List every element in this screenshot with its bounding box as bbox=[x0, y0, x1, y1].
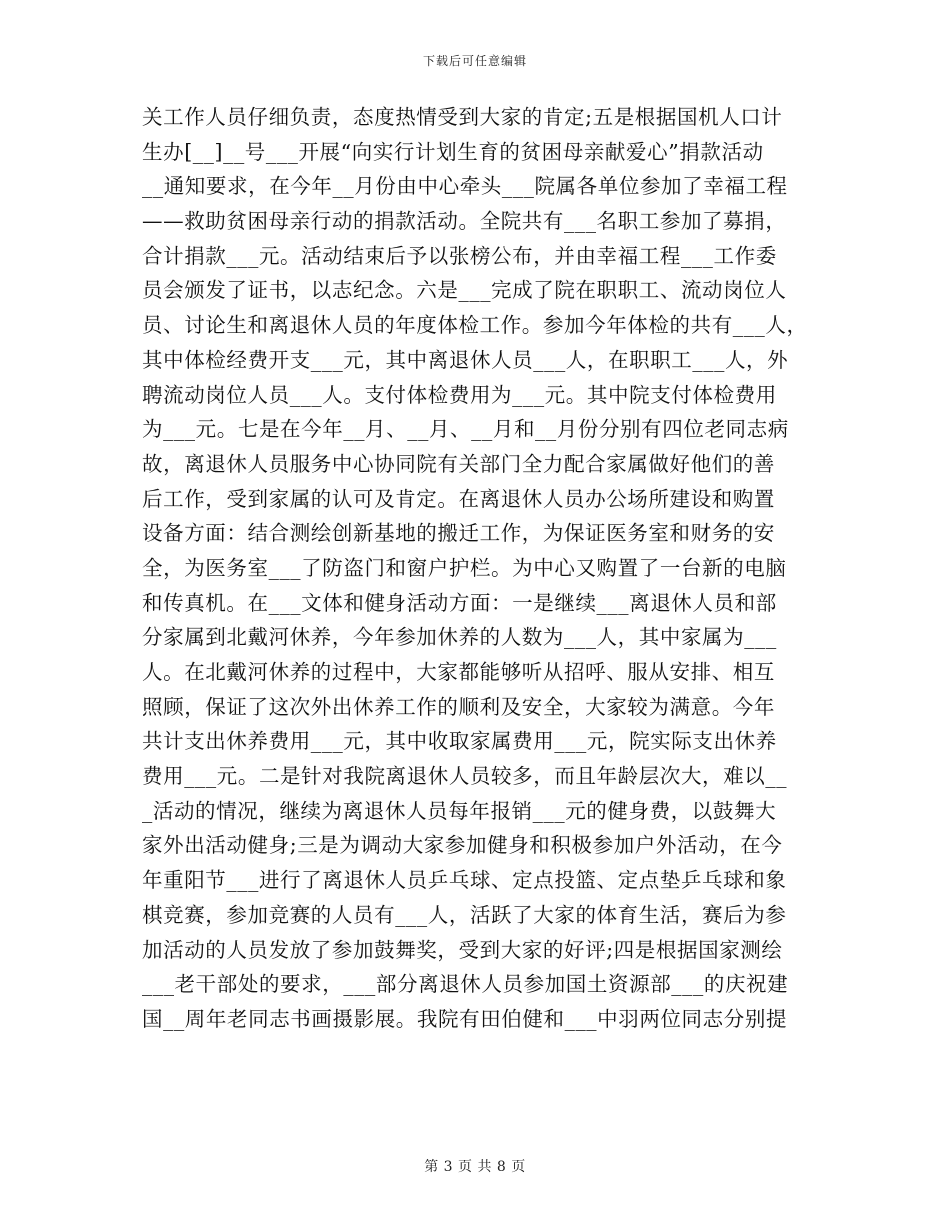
text-line: 全，为医务室___了防盗门和窗户护栏。为中心又购置了一台新的电脑 bbox=[142, 555, 787, 580]
text-line: 关工作人员仔细负责，态度热情受到大家的肯定;五是根据国机人口计 bbox=[142, 105, 783, 129]
text-line: 棋竞赛，参加竞赛的人员有___人，活跃了大家的体育生活，赛后为参 bbox=[142, 902, 787, 927]
text-line: 人。在北戴河休养的过程中，大家都能够听从招呼、服从安排、相互 bbox=[142, 660, 775, 684]
document-body bbox=[142, 100, 822, 1037]
page-footer: 第 3 页 共 8 页 bbox=[424, 1159, 526, 1175]
text-line: ——救助贫困母亲行动的捐款活动。全院共有___名职工参加了募捐， bbox=[142, 209, 787, 234]
text-line: 其中体检经费开支___元，其中离退休人员___人，在职职工___人，外 bbox=[142, 347, 789, 372]
text-line: ___老干部处的要求，___部分离退休人员参加国土资源部___的庆祝建 bbox=[142, 972, 789, 997]
text-line: 聘流动岗位人员___人。支付体检费用为___元。其中院支付体检费用 bbox=[142, 382, 777, 407]
text-line: 共计支出休养费用___元，其中收取家属费用___元，院实际支出休养 bbox=[142, 729, 777, 754]
text-line: 家外出活动健身;三是为调动大家参加健身和积极参加户外活动，在今 bbox=[142, 833, 783, 858]
text-line: 国__周年老同志书画摄影展。我院有田伯健和___中羽两位同志分别提 bbox=[142, 1006, 788, 1031]
text-line: 和传真机。在___文体和健身活动方面：一是继续___离退休人员和部 bbox=[142, 590, 777, 615]
text-line: 员、讨论生和离退休人员的年度体检工作。参加今年体检的共有___人， bbox=[142, 313, 808, 338]
text-line: 设备方面：结合测绘创新基地的搬迁工作，为保证医务室和财务的安 bbox=[142, 521, 775, 546]
text-line: 后工作，受到家属的认可及肯定。在离退休人员办公场所建设和购置 bbox=[142, 486, 775, 511]
text-line: 分家属到北戴河休养，今年参加休养的人数为___人，其中家属为___ bbox=[142, 625, 777, 650]
text-line: 费用___元。二是针对我院离退休人员较多，而且年龄层次大，难以__ bbox=[142, 764, 788, 789]
text-line: __通知要求，在今年__月份由中心牵头___院属各单位参加了幸福工程 bbox=[142, 174, 788, 199]
text-line: 加活动的人员发放了参加鼓舞奖，受到大家的好评;四是根据国家测绘 bbox=[142, 937, 783, 962]
text-line: 生办[__]__号___开展“向实行计划生育的贫困母亲献爱心”捐款活动 bbox=[142, 139, 764, 164]
text-line: 故，离退休人员服务中心协同院有关部门全力配合家属做好他们的善 bbox=[142, 451, 775, 476]
text-line: 为___元。七是在今年__月、__月、__月和__月份分别有四位老同志病 bbox=[142, 417, 789, 442]
text-line: _活动的情况，继续为离退休人员每年报销___元的健身费，以鼓舞大 bbox=[142, 798, 777, 823]
text-line: 员会颁发了证书，以志纪念。六是___完成了院在职职工、流动岗位人 bbox=[142, 278, 787, 303]
page-header: 下载后可任意编辑 bbox=[422, 54, 527, 68]
text-line: 合计捐款___元。活动结束后予以张榜公布，并由幸福工程___工作委 bbox=[142, 243, 777, 268]
text-line: 年重阳节___进行了离退休人员乒乓球、定点投篮、定点垫乒乓球和象 bbox=[142, 868, 787, 893]
text-line: 照顾，保证了这次外出休养工作的顺利及安全，大家较为满意。今年 bbox=[142, 694, 775, 719]
